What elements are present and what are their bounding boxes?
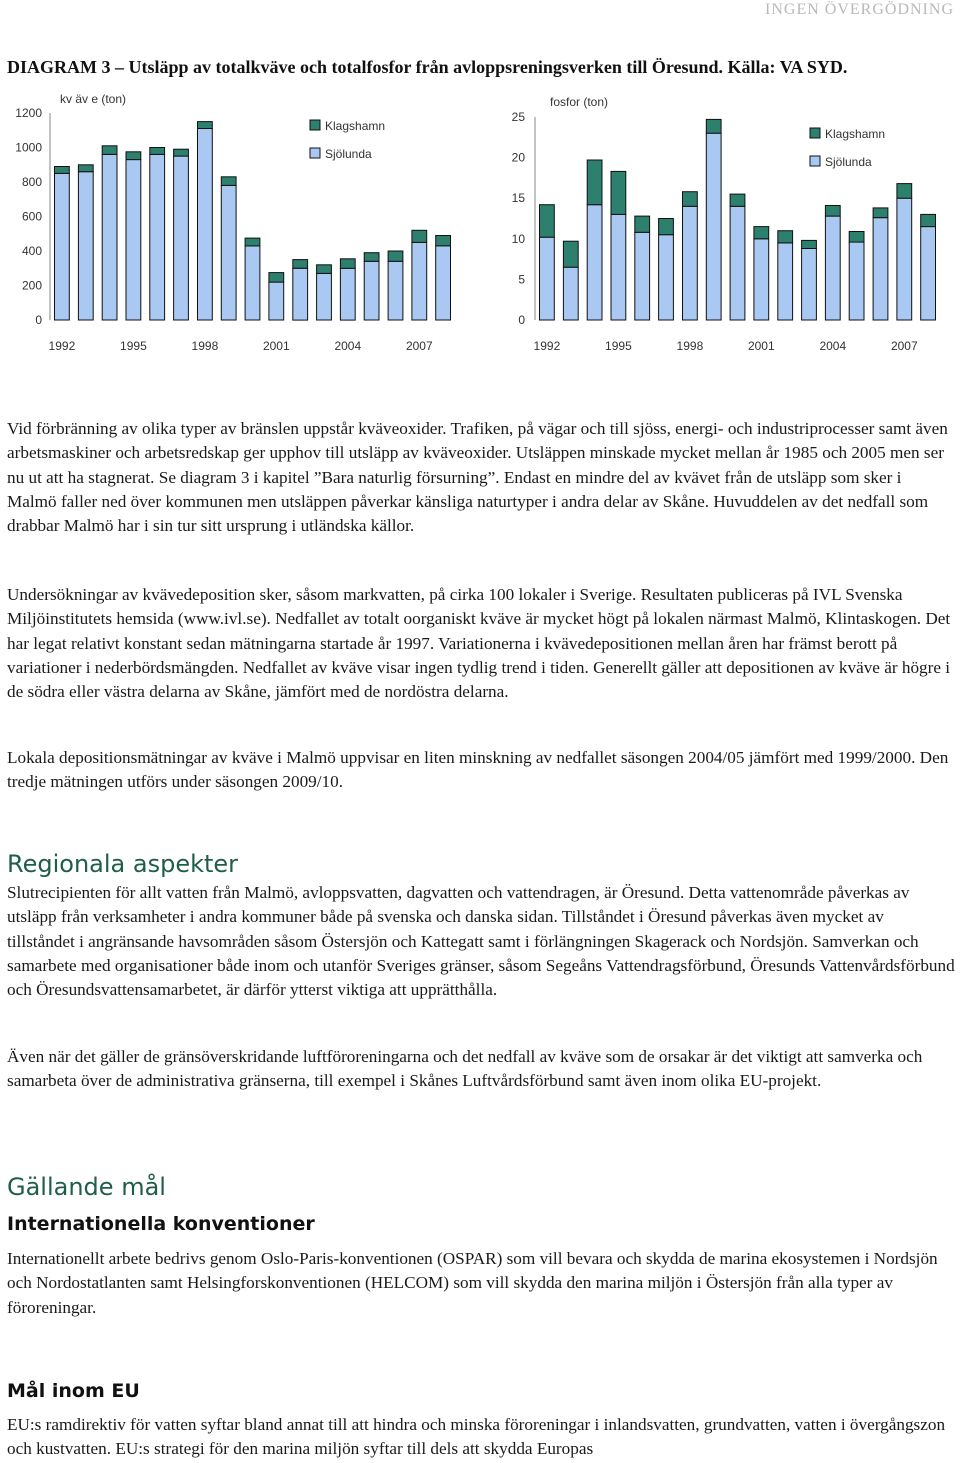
phosphorus-x-tick-label: 2004 xyxy=(819,339,847,353)
nitrogen-bar-klagshamn-1996 xyxy=(150,148,165,155)
phosphorus-bar-sjolunda-1992 xyxy=(540,237,555,320)
nitrogen-bar-klagshamn-1998 xyxy=(198,122,213,129)
phosphorus-bar-sjolunda-1995 xyxy=(611,214,626,320)
nitrogen-bar-sjolunda-2001 xyxy=(269,282,284,320)
phosphorus-bar-sjolunda-2002 xyxy=(778,243,793,320)
heading-international-conventions: Internationella konventioner xyxy=(7,1213,315,1235)
phosphorus-legend-label-sjolunda: Sjölunda xyxy=(825,155,872,169)
phosphorus-x-tick-label: 1992 xyxy=(533,339,561,353)
phosphorus-bar-sjolunda-1997 xyxy=(659,235,674,320)
phosphorus-legend-label-klagshamn: Klagshamn xyxy=(825,127,886,141)
phosphorus-bar-klagshamn-2008 xyxy=(921,214,936,226)
phosphorus-bar-sjolunda-2005 xyxy=(849,242,864,320)
nitrogen-bar-klagshamn-2005 xyxy=(364,253,379,262)
nitrogen-bar-klagshamn-2000 xyxy=(245,238,260,246)
nitrogen-chart xyxy=(0,80,460,380)
nitrogen-bar-klagshamn-2004 xyxy=(340,259,355,269)
phosphorus-bar-klagshamn-2003 xyxy=(802,240,817,248)
phosphorus-y-tick-label: 25 xyxy=(511,110,525,124)
nitrogen-bar-klagshamn-2003 xyxy=(317,265,332,274)
nitrogen-bar-sjolunda-1996 xyxy=(150,154,165,320)
phosphorus-bar-sjolunda-2003 xyxy=(802,249,817,321)
phosphorus-x-tick-label: 2001 xyxy=(747,339,775,353)
nitrogen-bar-sjolunda-1993 xyxy=(78,172,93,320)
nitrogen-y-tick-label: 0 xyxy=(35,313,42,327)
heading-goals: Gällande mål xyxy=(7,1173,166,1201)
phosphorus-chart-title: fosfor (ton) xyxy=(550,95,609,109)
nitrogen-bar-klagshamn-2008 xyxy=(436,236,451,246)
nitrogen-bar-klagshamn-2001 xyxy=(269,273,284,283)
nitrogen-bar-sjolunda-2004 xyxy=(340,268,355,320)
phosphorus-bar-klagshamn-2000 xyxy=(730,194,745,206)
phosphorus-bar-klagshamn-1993 xyxy=(563,241,578,267)
phosphorus-legend-swatch-klagshamn xyxy=(810,128,820,138)
phosphorus-bar-sjolunda-2000 xyxy=(730,206,745,320)
nitrogen-chart-title: kv äv e (ton) xyxy=(60,92,127,106)
phosphorus-y-tick-label: 15 xyxy=(511,191,525,206)
phosphorus-bar-klagshamn-1996 xyxy=(635,216,650,232)
nitrogen-bar-klagshamn-1997 xyxy=(174,149,189,156)
phosphorus-bar-sjolunda-2001 xyxy=(754,239,769,320)
nitrogen-bar-klagshamn-1992 xyxy=(55,167,70,174)
phosphorus-bar-klagshamn-2006 xyxy=(873,208,888,218)
paragraph-international: Internationellt arbete bedrivs genom Oslo-Paris-konventionen (OSPAR) som vill bevara och skydda de marina ekosystemen i Nordsjön och Nordostatlanten samt Helsingforskonventionen (HELCOM) som vill skydda den marina miljön i Östersjön från alla typer av föroreningar. xyxy=(7,1249,938,1317)
heading-regional: Regionala aspekter xyxy=(7,850,239,878)
nitrogen-x-tick-label: 1992 xyxy=(48,339,76,353)
nitrogen-bar-klagshamn-1995 xyxy=(126,152,141,160)
phosphorus-y-tick-label: 20 xyxy=(511,150,525,165)
nitrogen-y-tick-label: 200 xyxy=(21,278,42,293)
phosphorus-y-tick-label: 5 xyxy=(518,272,525,287)
nitrogen-bar-sjolunda-2008 xyxy=(436,246,451,320)
phosphorus-bar-klagshamn-1992 xyxy=(540,205,555,238)
nitrogen-bar-sjolunda-2007 xyxy=(412,242,427,320)
nitrogen-y-tick-label: 1200 xyxy=(15,106,42,120)
phosphorus-bar-klagshamn-2004 xyxy=(825,206,840,217)
nitrogen-bar-sjolunda-1998 xyxy=(198,129,213,321)
nitrogen-bar-sjolunda-1994 xyxy=(102,154,117,320)
nitrogen-legend-swatch-sjolunda xyxy=(310,148,320,158)
nitrogen-bar-sjolunda-1997 xyxy=(174,156,189,320)
phosphorus-bar-klagshamn-1994 xyxy=(587,160,602,205)
nitrogen-bar-klagshamn-2007 xyxy=(412,230,427,242)
phosphorus-bar-klagshamn-1999 xyxy=(706,119,721,133)
nitrogen-x-tick-label: 2007 xyxy=(405,339,433,353)
phosphorus-bar-klagshamn-1998 xyxy=(683,192,698,207)
phosphorus-bar-klagshamn-1997 xyxy=(659,219,674,235)
phosphorus-y-tick-label: 10 xyxy=(511,231,525,246)
nitrogen-y-tick-label: 400 xyxy=(21,244,42,258)
phosphorus-x-tick-label: 1995 xyxy=(605,339,632,353)
phosphorus-bar-sjolunda-1996 xyxy=(635,232,650,320)
nitrogen-bar-sjolunda-2005 xyxy=(364,261,379,320)
nitrogen-bar-sjolunda-2000 xyxy=(245,246,260,320)
phosphorus-bar-sjolunda-2006 xyxy=(873,218,888,320)
nitrogen-bar-sjolunda-2003 xyxy=(317,273,332,320)
nitrogen-legend-label-sjolunda: Sjölunda xyxy=(325,147,372,161)
nitrogen-x-tick-label: 2001 xyxy=(262,339,290,353)
phosphorus-y-tick-label: 0 xyxy=(518,313,525,327)
phosphorus-bar-klagshamn-2007 xyxy=(897,184,912,199)
nitrogen-y-tick-label: 1000 xyxy=(15,140,42,155)
nitrogen-bar-sjolunda-2002 xyxy=(293,268,308,320)
nitrogen-x-tick-label: 2004 xyxy=(334,339,362,353)
nitrogen-legend-label-klagshamn: Klagshamn xyxy=(325,119,386,133)
nitrogen-x-tick-label: 1995 xyxy=(120,339,147,353)
nitrogen-bar-klagshamn-2006 xyxy=(388,251,403,261)
heading-eu-goals: Mål inom EU xyxy=(7,1380,140,1402)
phosphorus-bar-klagshamn-2002 xyxy=(778,231,793,243)
phosphorus-bar-sjolunda-1999 xyxy=(706,133,721,320)
nitrogen-bar-klagshamn-1994 xyxy=(102,146,117,155)
nitrogen-bar-sjolunda-1999 xyxy=(221,185,236,320)
nitrogen-bar-klagshamn-1993 xyxy=(78,165,93,172)
phosphorus-x-tick-label: 1998 xyxy=(676,339,704,353)
phosphorus-bar-sjolunda-1993 xyxy=(563,267,578,320)
nitrogen-y-tick-label: 600 xyxy=(21,209,42,224)
paragraph-local-measurements: Lokala depositionsmätningar av kväve i Malmö uppvisar en liten minskning av nedfallet säsongen 2004/05 jämfört med 1999/2000. Den tredje mätningen utförs under säsongen 2009/10. xyxy=(7,748,949,792)
phosphorus-bar-klagshamn-2001 xyxy=(754,227,769,239)
nitrogen-bar-sjolunda-1995 xyxy=(126,160,141,320)
phosphorus-bar-sjolunda-2008 xyxy=(921,227,936,320)
nitrogen-y-tick-label: 800 xyxy=(21,175,42,189)
section-header-label: INGEN ÖVERGÖDNING xyxy=(765,1,954,18)
phosphorus-bar-klagshamn-1995 xyxy=(611,171,626,214)
phosphorus-x-tick-label: 2007 xyxy=(890,339,918,353)
nitrogen-bar-sjolunda-1992 xyxy=(55,173,70,320)
phosphorus-legend-swatch-sjolunda xyxy=(810,156,820,166)
paragraph-deposition: Undersökningar av kvävedeposition sker, såsom markvatten, på cirka 100 lokaler i Sverige. Resultaten publiceras på IVL Svenska Miljöinstitutets hemsida (www.ivl.se). Nedfallet av totalt oorganiskt kväve är mycket högt på lokalen närmast Malmö, Klintaskogen. Det har legat relativt konstant sedan mätningarna startade år 1997. Variationerna i kvävedepositionen mellan åren har främst berott på variationer i nederbördsmängden. Nedfallet av kväve visar ingen tydlig trend i tiden. Generellt gäller att depositionen av kväve är högre i de södra eller västra delarna av Skåne, jämfört med de nordöstra delarna. xyxy=(7,585,951,702)
nitrogen-bar-sjolunda-2006 xyxy=(388,261,403,320)
paragraph-nitrogen-oxides: Vid förbränning av olika typer av bränslen uppstår kväveoxider. Trafiken, på vägar och till sjöss, energi- och industriprocesser samt även arbetsmaskiner och arbetsredskap ger upphov till utsläpp av kväveoxider. Utsläppen minskade mycket mellan år 1985 och 2005 men ser nu ut att ha stagnerat. Se diagram 3 i kapitel ”Bara naturlig försurning”. Endast en mindre del av kvävet från de utsläpp som sker i Malmö faller ned över kommunen men utsläppen påverkar känsliga naturtyper i andra delar av Skåne. Huvuddelen av det nedfall som drabbar Malmö har i sin tur sitt ursprung i utländska källor. xyxy=(7,419,948,536)
phosphorus-bar-sjolunda-1994 xyxy=(587,205,602,320)
diagram-caption: DIAGRAM 3 – Utsläpp av totalkväve och totalfosfor från avloppsreningsverken till Öresund. Källa: VA SYD. xyxy=(7,57,848,77)
paragraph-regional-1: Slutrecipienten för allt vatten från Malmö, avloppsvatten, dagvatten och vattendragen, är Öresund. Detta vattenområde påverkas av utsläpp från verksamheter i andra kommuner både på svenska och danska sidan. Tillståndet i Öresund påverkas även mycket av tillståndet i angränsande havsområden såsom Östersjön och Kattegatt samt i förlängningen Skagerack och Nordsjön. Samverkan och samarbete med organisationer både inom och utanför Sveriges gränser, såsom Segeåns Vattendragsförbund, Öresunds Vattenvårdsförbund och Öresundsvattensamarbetet, är därför ytterst viktiga att upprätthålla. xyxy=(7,883,955,1000)
nitrogen-legend-swatch-klagshamn xyxy=(310,120,320,130)
nitrogen-bar-klagshamn-2002 xyxy=(293,260,308,269)
paragraph-eu: EU:s ramdirektiv för vatten syftar bland annat till att hindra och minska föroreningar i inlandsvatten, grundvatten, vatten i övergångszon och kustvatten. EU:s strategi för den marina miljön syftar till dels att skydda Europas xyxy=(7,1415,946,1459)
phosphorus-bar-sjolunda-1998 xyxy=(683,206,698,320)
phosphorus-chart xyxy=(480,80,950,380)
nitrogen-x-tick-label: 1998 xyxy=(191,339,219,353)
phosphorus-bar-klagshamn-2005 xyxy=(849,232,864,243)
phosphorus-bar-sjolunda-2004 xyxy=(825,216,840,320)
nitrogen-bar-klagshamn-1999 xyxy=(221,177,236,186)
paragraph-regional-2: Även när det gäller de gränsöverskridande luftföroreningarna och det nedfall av kväve som de orsakar är det viktigt att samverka och samarbeta över de administrativa gränserna, till exempel i Skånes Luftvårdsförbund samt även inom olika EU-projekt. xyxy=(7,1047,923,1091)
phosphorus-bar-sjolunda-2007 xyxy=(897,198,912,320)
